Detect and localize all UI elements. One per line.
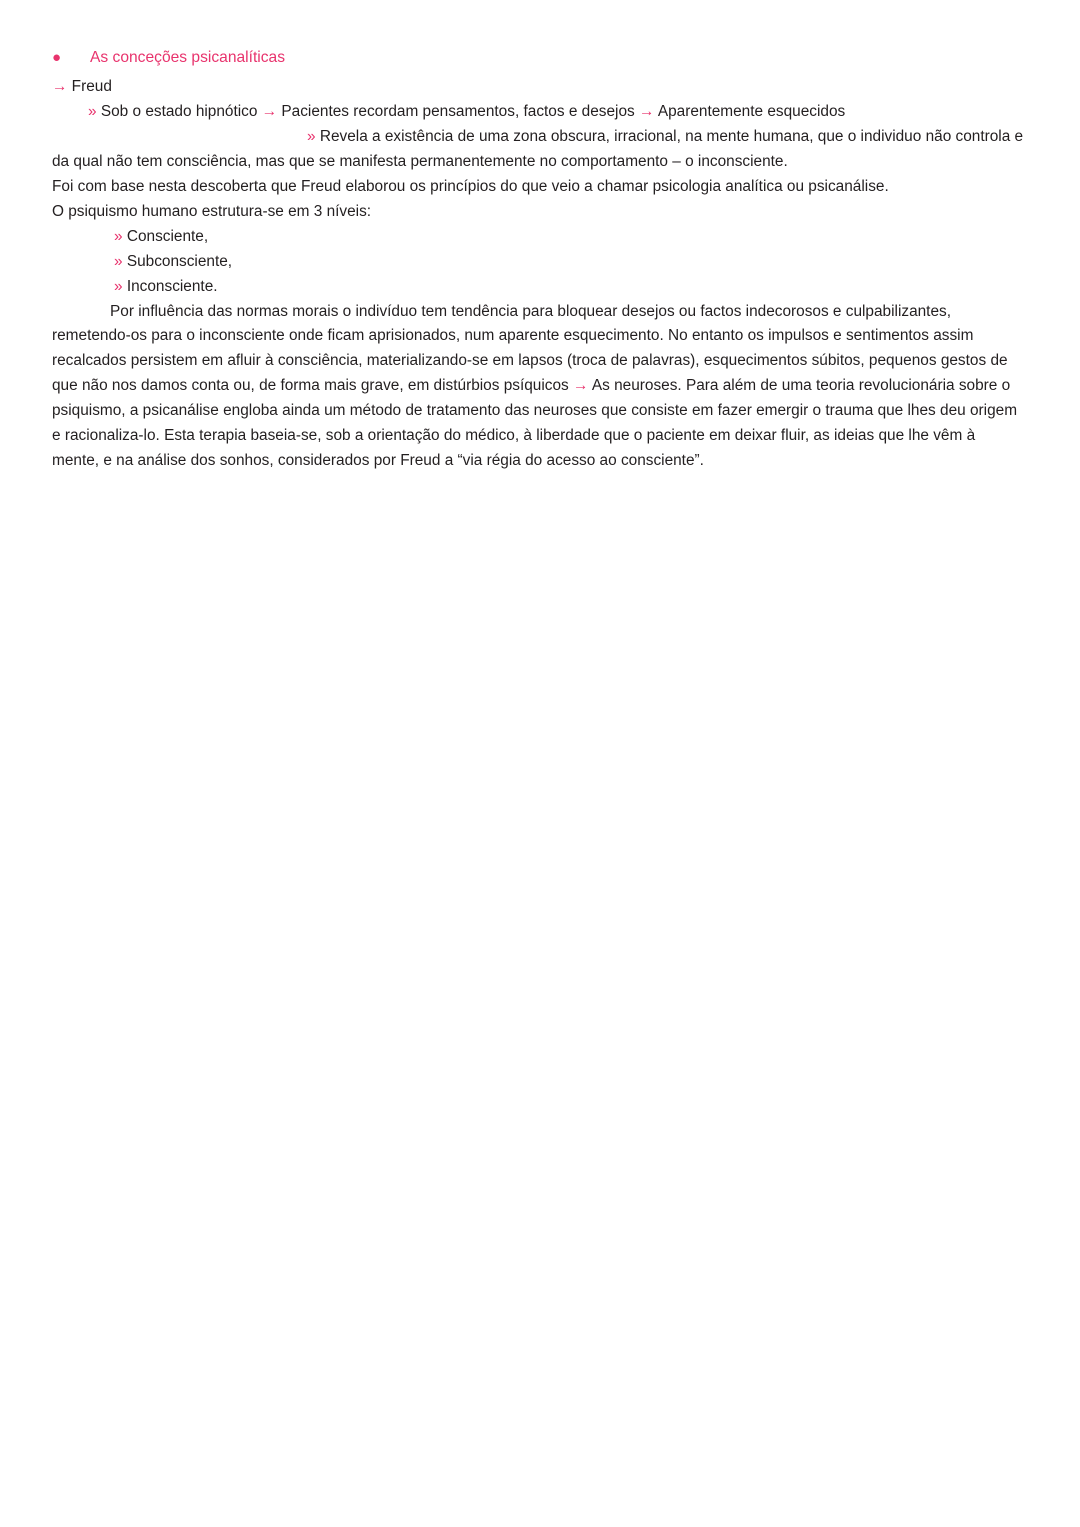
hypnotic-line [52, 100, 1024, 125]
chevron-marker-icon-2: » [307, 127, 316, 145]
list-item-label: Inconsciente. [126, 277, 218, 295]
arrow-icon: → [52, 77, 68, 95]
paragraph-text-1: Por influência das normas morais o indivíduo tem tendência para bloquear desejos ou factos indecorosos e culpabilizantes, remetendo-os para o inconsciente onde ficam aprisionados, num aparente esquecimento. No entanto os impulsos e sentimentos assim recalcados persistem em afluir à consciência, materializando-se em lapsos (troca de palavras), esquecimentos súbitos, pequenos gestos de que não nos damos conta ou, de forma mais grave, em distúrbios psíquicos [52, 302, 1008, 395]
list-item-label: Consciente, [126, 227, 209, 245]
arrow-icon-3: → [639, 102, 655, 120]
chevron-marker-icon: » [88, 102, 97, 120]
section-heading [52, 46, 1024, 71]
basis-line: Foi com base nesta descoberta que Freud elaborou os princípios do que veio a chamar psicologia analítica ou psicanálise. [52, 177, 889, 195]
document-body [52, 46, 1024, 474]
levels-intro-line: O psiquismo humano estrutura-se em 3 níveis: [52, 202, 372, 220]
freud-line [52, 75, 1024, 100]
arrow-icon-4: → [573, 377, 589, 395]
paragraph-text-2: As neuroses. Para além de uma teoria revolucionária sobre o psiquismo, a psicanálise engloba ainda um método de tratamento das neuroses que consiste em fazer emergir o trauma que lhes deu origem e racionaliza-lo. Esta terapia baseia-se, sob a orientação do médico, à liberdade que o paciente em deixar fluir, as ideias que lhe vêm à mente, e na análise dos sonhos, considerados por Freud a “via régia do acesso ao consciente”. [52, 377, 1018, 470]
chevron-marker-icon-5: » [114, 277, 123, 295]
section-heading-text: As conceções psicanalíticas [90, 49, 286, 66]
list-item [52, 225, 1024, 250]
bullet-icon: ● [52, 49, 62, 66]
hypnotic-text-2: Pacientes recordam pensamentos, factos e desejos [281, 102, 635, 120]
list-item [52, 250, 1024, 275]
freud-label: Freud [71, 77, 112, 95]
list-item [52, 275, 1024, 300]
hypnotic-text-3: Aparentemente esquecidos [657, 102, 846, 120]
hypnotic-text-1: Sob o estado hipnótico [100, 102, 258, 120]
chevron-marker-icon-3: » [114, 227, 123, 245]
list-item-label: Subconsciente, [126, 252, 233, 270]
reveals-text: Revela a existência de uma zona obscura, irracional, na mente humana, que o individuo não controla e da qual não tem consciência, mas que se manifesta permanentemente no comportamento – o inconsciente. [52, 127, 1024, 170]
main-paragraph [52, 300, 1024, 475]
arrow-icon-2: → [261, 102, 278, 120]
chevron-marker-icon-4: » [114, 252, 123, 270]
reveals-line [52, 125, 1024, 175]
